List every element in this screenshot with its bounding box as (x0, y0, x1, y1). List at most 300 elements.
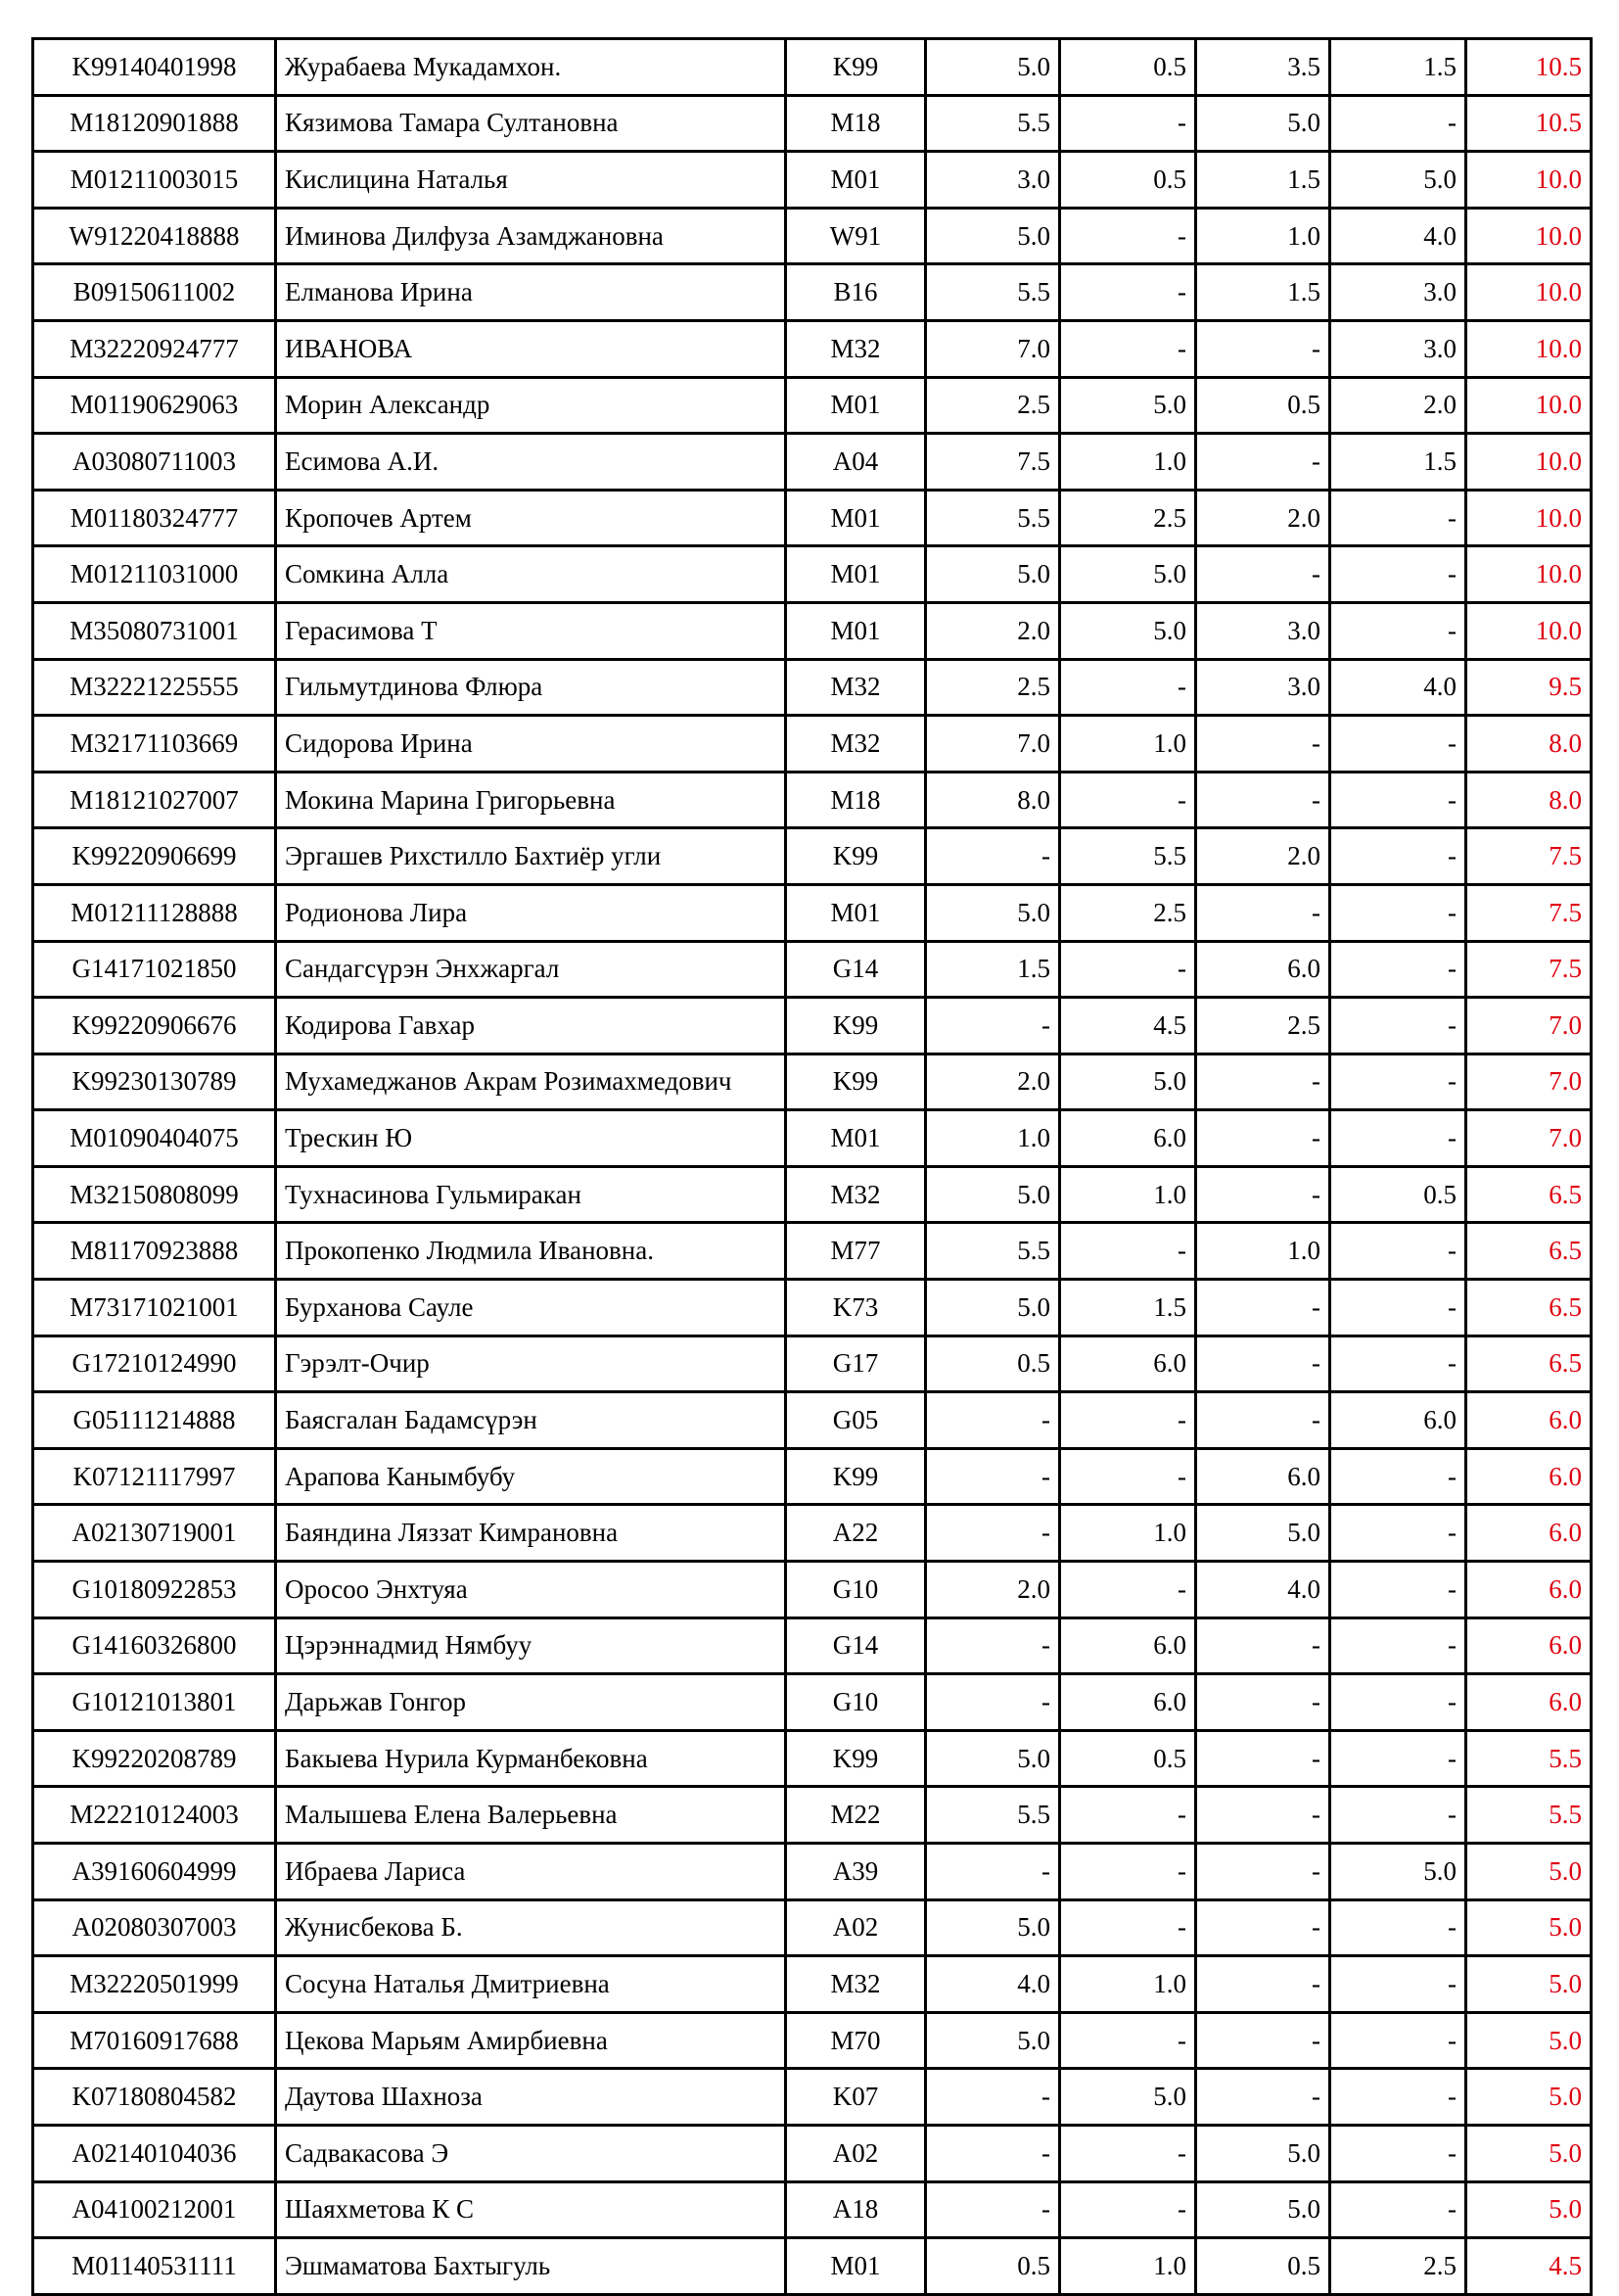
group-code-cell: M18 (786, 772, 926, 828)
participant-name-cell: Эргашев Рихстилло Бахтиёр угли (276, 828, 786, 885)
table-body (33, 39, 1592, 2295)
score-2-cell: - (1060, 1844, 1196, 1900)
score-1-cell: 7.0 (926, 716, 1060, 773)
participant-id-cell: M01190629063 (33, 377, 276, 434)
score-2-cell: 0.5 (1060, 152, 1196, 209)
score-1-cell: 3.0 (926, 152, 1060, 209)
participant-name-cell: Мухамеджанов Акрам Розимахмедович (276, 1054, 786, 1110)
score-3-cell: - (1196, 320, 1330, 377)
group-code-cell: M01 (786, 546, 926, 603)
score-1-cell: 8.0 (926, 772, 1060, 828)
participant-id-cell: A02140104036 (33, 2125, 276, 2181)
total-score-cell: 5.0 (1466, 2012, 1592, 2069)
total-score-cell: 5.0 (1466, 1844, 1592, 1900)
score-3-cell: - (1196, 1617, 1330, 1674)
participant-name-cell: Кислицина Наталья (276, 152, 786, 209)
score-3-cell: 2.5 (1196, 998, 1330, 1054)
score-1-cell: 5.5 (926, 264, 1060, 321)
group-code-cell: M22 (786, 1787, 926, 1844)
score-2-cell: 1.0 (1060, 2238, 1196, 2295)
total-score-cell: 6.5 (1466, 1223, 1592, 1280)
score-3-cell: - (1196, 884, 1330, 941)
group-code-cell: M01 (786, 884, 926, 941)
table-row (33, 490, 1592, 546)
participant-id-cell: M22210124003 (33, 1787, 276, 1844)
participant-name-cell: Сомкина Алла (276, 546, 786, 603)
table-row (33, 659, 1592, 716)
table-row (33, 264, 1592, 321)
score-4-cell: - (1330, 1956, 1466, 2013)
score-4-cell: - (1330, 2069, 1466, 2126)
table-row (33, 1166, 1592, 1223)
group-code-cell: M01 (786, 1110, 926, 1167)
score-2-cell: 6.0 (1060, 1335, 1196, 1392)
score-1-cell: 5.0 (926, 546, 1060, 603)
score-4-cell: - (1330, 772, 1466, 828)
participant-id-cell: K07121117997 (33, 1448, 276, 1505)
group-code-cell: M01 (786, 490, 926, 546)
group-code-cell: M32 (786, 1956, 926, 2013)
score-3-cell: 3.0 (1196, 602, 1330, 659)
score-2-cell: 4.5 (1060, 998, 1196, 1054)
participant-name-cell: Мокина Марина Григорьевна (276, 772, 786, 828)
table-row (33, 941, 1592, 998)
participant-id-cell: G10121013801 (33, 1674, 276, 1731)
total-score-cell: 5.0 (1466, 1899, 1592, 1956)
table-row (33, 152, 1592, 209)
total-score-cell: 10.0 (1466, 320, 1592, 377)
table-row (33, 377, 1592, 434)
score-3-cell: - (1196, 2069, 1330, 2126)
participant-id-cell: K07180804582 (33, 2069, 276, 2126)
score-1-cell: 2.0 (926, 1562, 1060, 1618)
score-4-cell: 4.0 (1330, 659, 1466, 716)
participant-name-cell: Сандагсүрэн Энхжаргал (276, 941, 786, 998)
score-4-cell: 3.0 (1330, 320, 1466, 377)
score-3-cell: 2.0 (1196, 490, 1330, 546)
score-2-cell: 5.0 (1060, 377, 1196, 434)
table-row (33, 1730, 1592, 1787)
participant-id-cell: M01211031000 (33, 546, 276, 603)
group-code-cell: B16 (786, 264, 926, 321)
table-row (33, 602, 1592, 659)
total-score-cell: 6.5 (1466, 1335, 1592, 1392)
score-1-cell: 5.0 (926, 884, 1060, 941)
score-2-cell: - (1060, 264, 1196, 321)
group-code-cell: K99 (786, 828, 926, 885)
group-code-cell: M32 (786, 659, 926, 716)
participant-name-cell: ИВАНОВА (276, 320, 786, 377)
score-1-cell: - (926, 998, 1060, 1054)
score-3-cell: 2.0 (1196, 828, 1330, 885)
participant-name-cell: Баясгалан Бадамсүрэн (276, 1392, 786, 1449)
score-1-cell: 5.5 (926, 95, 1060, 152)
participant-id-cell: A03080711003 (33, 434, 276, 491)
score-1-cell: 5.0 (926, 1280, 1060, 1336)
table-row (33, 716, 1592, 773)
participant-name-cell: Цекова Марьям Амирбиевна (276, 2012, 786, 2069)
score-4-cell: 5.0 (1330, 152, 1466, 209)
participant-name-cell: Баяндина Ляззат Кимрановна (276, 1505, 786, 1562)
total-score-cell: 6.5 (1466, 1280, 1592, 1336)
score-2-cell: 1.5 (1060, 1280, 1196, 1336)
table-row (33, 1054, 1592, 1110)
participant-name-cell: Оросоо Энхтуяа (276, 1562, 786, 1618)
score-3-cell: 5.0 (1196, 1505, 1330, 1562)
score-4-cell: - (1330, 1280, 1466, 1336)
score-2-cell: 1.0 (1060, 1166, 1196, 1223)
group-code-cell: A02 (786, 1899, 926, 1956)
score-2-cell: 0.5 (1060, 39, 1196, 96)
score-1-cell: 5.0 (926, 2012, 1060, 2069)
group-code-cell: K99 (786, 998, 926, 1054)
score-4-cell: 2.5 (1330, 2238, 1466, 2295)
score-3-cell: 5.0 (1196, 2181, 1330, 2238)
score-4-cell: - (1330, 1223, 1466, 1280)
participant-id-cell: G14171021850 (33, 941, 276, 998)
score-4-cell: - (1330, 2181, 1466, 2238)
score-3-cell: 1.5 (1196, 264, 1330, 321)
score-1-cell: 5.0 (926, 1730, 1060, 1787)
group-code-cell: G14 (786, 1617, 926, 1674)
score-1-cell: - (926, 1448, 1060, 1505)
group-code-cell: A18 (786, 2181, 926, 2238)
total-score-cell: 8.0 (1466, 772, 1592, 828)
table-row (33, 1844, 1592, 1900)
participant-name-cell: Ибраева Лариса (276, 1844, 786, 1900)
group-code-cell: W91 (786, 208, 926, 264)
table-row (33, 546, 1592, 603)
total-score-cell: 7.0 (1466, 998, 1592, 1054)
score-2-cell: - (1060, 2181, 1196, 2238)
score-2-cell: - (1060, 1787, 1196, 1844)
score-2-cell: 1.0 (1060, 716, 1196, 773)
total-score-cell: 10.0 (1466, 434, 1592, 491)
score-4-cell: - (1330, 1448, 1466, 1505)
score-4-cell: 1.5 (1330, 39, 1466, 96)
group-code-cell: K99 (786, 1054, 926, 1110)
table-row (33, 208, 1592, 264)
score-3-cell: 1.0 (1196, 208, 1330, 264)
score-2-cell: - (1060, 1899, 1196, 1956)
table-row (33, 828, 1592, 885)
score-2-cell: 5.0 (1060, 602, 1196, 659)
score-4-cell: - (1330, 1110, 1466, 1167)
table-row (33, 2069, 1592, 2126)
score-2-cell: - (1060, 2125, 1196, 2181)
total-score-cell: 6.0 (1466, 1617, 1592, 1674)
score-1-cell: - (926, 2181, 1060, 2238)
score-3-cell: 3.5 (1196, 39, 1330, 96)
table-row (33, 1617, 1592, 1674)
group-code-cell: K99 (786, 39, 926, 96)
table-row (33, 39, 1592, 96)
total-score-cell: 6.0 (1466, 1448, 1592, 1505)
participant-id-cell: M32221225555 (33, 659, 276, 716)
participant-id-cell: B09150611002 (33, 264, 276, 321)
table-row (33, 1787, 1592, 1844)
participant-name-cell: Журабаева Мукадамхон. (276, 39, 786, 96)
score-2-cell: - (1060, 1448, 1196, 1505)
group-code-cell: K73 (786, 1280, 926, 1336)
participant-name-cell: Тухнасинова Гульмиракан (276, 1166, 786, 1223)
score-3-cell: - (1196, 1335, 1330, 1392)
total-score-cell: 7.5 (1466, 941, 1592, 998)
score-3-cell: - (1196, 1730, 1330, 1787)
score-3-cell: - (1196, 772, 1330, 828)
participant-id-cell: M01211003015 (33, 152, 276, 209)
score-1-cell: 1.0 (926, 1110, 1060, 1167)
participant-name-cell: Арапова Канымбубу (276, 1448, 786, 1505)
participant-id-cell: M81170923888 (33, 1223, 276, 1280)
group-code-cell: G17 (786, 1335, 926, 1392)
participant-id-cell: G10180922853 (33, 1562, 276, 1618)
participant-name-cell: Бакыева Нурила Курманбековна (276, 1730, 786, 1787)
participant-id-cell: M35080731001 (33, 602, 276, 659)
total-score-cell: 10.0 (1466, 208, 1592, 264)
participant-id-cell: M01140531111 (33, 2238, 276, 2295)
participant-id-cell: G05111214888 (33, 1392, 276, 1449)
score-1-cell: 5.0 (926, 208, 1060, 264)
score-2-cell: - (1060, 772, 1196, 828)
score-4-cell: - (1330, 546, 1466, 603)
score-4-cell: - (1330, 2125, 1466, 2181)
score-4-cell: - (1330, 828, 1466, 885)
total-score-cell: 5.0 (1466, 1956, 1592, 2013)
participant-id-cell: M70160917688 (33, 2012, 276, 2069)
score-1-cell: - (926, 2069, 1060, 2126)
participant-name-cell: Садвакасова Э (276, 2125, 786, 2181)
participant-id-cell: M01090404075 (33, 1110, 276, 1167)
participant-id-cell: M18121027007 (33, 772, 276, 828)
group-code-cell: G10 (786, 1562, 926, 1618)
participant-name-cell: Бурханова Сауле (276, 1280, 786, 1336)
total-score-cell: 6.0 (1466, 1562, 1592, 1618)
table-row (33, 1448, 1592, 1505)
total-score-cell: 6.0 (1466, 1392, 1592, 1449)
participant-id-cell: K99230130789 (33, 1054, 276, 1110)
score-2-cell: - (1060, 1223, 1196, 1280)
score-1-cell: 0.5 (926, 2238, 1060, 2295)
participant-id-cell: M32220501999 (33, 1956, 276, 2013)
score-3-cell: 4.0 (1196, 1562, 1330, 1618)
score-4-cell: - (1330, 1899, 1466, 1956)
group-code-cell: M77 (786, 1223, 926, 1280)
total-score-cell: 5.0 (1466, 2181, 1592, 2238)
group-code-cell: G14 (786, 941, 926, 998)
score-1-cell: 5.5 (926, 490, 1060, 546)
score-1-cell: - (926, 2125, 1060, 2181)
score-4-cell: 6.0 (1330, 1392, 1466, 1449)
score-3-cell: - (1196, 546, 1330, 603)
participant-id-cell: K99140401998 (33, 39, 276, 96)
total-score-cell: 4.5 (1466, 2238, 1592, 2295)
participant-name-cell: Кязимова Тамара Султановна (276, 95, 786, 152)
score-3-cell: - (1196, 1787, 1330, 1844)
participant-id-cell: K99220906699 (33, 828, 276, 885)
score-1-cell: - (926, 1392, 1060, 1449)
total-score-cell: 5.0 (1466, 2125, 1592, 2181)
table-row (33, 320, 1592, 377)
score-2-cell: - (1060, 95, 1196, 152)
score-3-cell: - (1196, 1166, 1330, 1223)
participant-name-cell: Есимова А.И. (276, 434, 786, 491)
participant-name-cell: Цэрэннадмид Нямбуу (276, 1617, 786, 1674)
participant-id-cell: G14160326800 (33, 1617, 276, 1674)
score-3-cell: - (1196, 1110, 1330, 1167)
participant-name-cell: Кодирова Гавхар (276, 998, 786, 1054)
score-1-cell: 4.0 (926, 1956, 1060, 2013)
total-score-cell: 8.0 (1466, 716, 1592, 773)
group-code-cell: A22 (786, 1505, 926, 1562)
score-3-cell: 1.5 (1196, 152, 1330, 209)
score-1-cell: 1.5 (926, 941, 1060, 998)
score-4-cell: - (1330, 1335, 1466, 1392)
score-3-cell: - (1196, 1844, 1330, 1900)
score-3-cell: 5.0 (1196, 2125, 1330, 2181)
participant-name-cell: Елманова Ирина (276, 264, 786, 321)
participant-id-cell: G17210124990 (33, 1335, 276, 1392)
score-1-cell: - (926, 1674, 1060, 1731)
score-2-cell: 1.0 (1060, 434, 1196, 491)
score-4-cell: - (1330, 490, 1466, 546)
participant-id-cell: A02130719001 (33, 1505, 276, 1562)
group-code-cell: M32 (786, 716, 926, 773)
participant-name-cell: Трескин Ю (276, 1110, 786, 1167)
score-2-cell: 5.0 (1060, 1054, 1196, 1110)
participant-id-cell: K99220906676 (33, 998, 276, 1054)
score-1-cell: - (926, 1617, 1060, 1674)
participant-id-cell: K99220208789 (33, 1730, 276, 1787)
participant-name-cell: Родионова Лира (276, 884, 786, 941)
total-score-cell: 10.0 (1466, 602, 1592, 659)
participant-id-cell: M01211128888 (33, 884, 276, 941)
score-1-cell: - (926, 1844, 1060, 1900)
table-row (33, 1110, 1592, 1167)
score-3-cell: 6.0 (1196, 1448, 1330, 1505)
score-4-cell: - (1330, 716, 1466, 773)
score-2-cell: - (1060, 320, 1196, 377)
score-3-cell: 0.5 (1196, 2238, 1330, 2295)
table-row (33, 772, 1592, 828)
score-1-cell: 2.0 (926, 602, 1060, 659)
group-code-cell: M18 (786, 95, 926, 152)
group-code-cell: A04 (786, 434, 926, 491)
score-2-cell: 1.0 (1060, 1505, 1196, 1562)
participant-name-cell: Морин Александр (276, 377, 786, 434)
table-row (33, 434, 1592, 491)
participant-id-cell: M32150808099 (33, 1166, 276, 1223)
score-4-cell: 3.0 (1330, 264, 1466, 321)
score-3-cell: 3.0 (1196, 659, 1330, 716)
score-1-cell: 7.0 (926, 320, 1060, 377)
group-code-cell: K07 (786, 2069, 926, 2126)
total-score-cell: 10.5 (1466, 95, 1592, 152)
table-row (33, 2238, 1592, 2295)
score-2-cell: 0.5 (1060, 1730, 1196, 1787)
participant-name-cell: Иминова Дилфуза Азамджановна (276, 208, 786, 264)
score-1-cell: - (926, 1505, 1060, 1562)
total-score-cell: 7.0 (1466, 1054, 1592, 1110)
participant-name-cell: Шаяхметова К С (276, 2181, 786, 2238)
group-code-cell: K99 (786, 1448, 926, 1505)
total-score-cell: 10.0 (1466, 377, 1592, 434)
group-code-cell: G05 (786, 1392, 926, 1449)
participant-id-cell: M32220924777 (33, 320, 276, 377)
participant-id-cell: A02080307003 (33, 1899, 276, 1956)
group-code-cell: M70 (786, 2012, 926, 2069)
score-2-cell: 5.0 (1060, 2069, 1196, 2126)
score-4-cell: - (1330, 1054, 1466, 1110)
participant-name-cell: Сидорова Ирина (276, 716, 786, 773)
group-code-cell: M32 (786, 320, 926, 377)
participant-id-cell: M73171021001 (33, 1280, 276, 1336)
score-2-cell: - (1060, 1392, 1196, 1449)
group-code-cell: M32 (786, 1166, 926, 1223)
total-score-cell: 7.5 (1466, 828, 1592, 885)
score-4-cell: 1.5 (1330, 434, 1466, 491)
score-1-cell: - (926, 828, 1060, 885)
participant-id-cell: M18120901888 (33, 95, 276, 152)
total-score-cell: 7.0 (1466, 1110, 1592, 1167)
participant-name-cell: Дарьжав Гонгор (276, 1674, 786, 1731)
total-score-cell: 6.0 (1466, 1505, 1592, 1562)
score-1-cell: 5.0 (926, 39, 1060, 96)
score-4-cell: 5.0 (1330, 1844, 1466, 1900)
group-code-cell: A39 (786, 1844, 926, 1900)
score-4-cell: - (1330, 602, 1466, 659)
score-4-cell: - (1330, 998, 1466, 1054)
score-4-cell: - (1330, 941, 1466, 998)
table-row (33, 998, 1592, 1054)
participant-name-cell: Гильмутдинова Флюра (276, 659, 786, 716)
score-1-cell: 5.5 (926, 1787, 1060, 1844)
score-2-cell: - (1060, 1562, 1196, 1618)
table-row (33, 2012, 1592, 2069)
group-code-cell: M01 (786, 2238, 926, 2295)
participant-name-cell: Прокопенко Людмила Ивановна. (276, 1223, 786, 1280)
group-code-cell: A02 (786, 2125, 926, 2181)
total-score-cell: 5.5 (1466, 1787, 1592, 1844)
score-4-cell: - (1330, 1505, 1466, 1562)
table-row (33, 2125, 1592, 2181)
participant-name-cell: Даутова Шахноза (276, 2069, 786, 2126)
score-3-cell: 5.0 (1196, 95, 1330, 152)
score-3-cell: - (1196, 1674, 1330, 1731)
table-row (33, 1674, 1592, 1731)
table-row (33, 884, 1592, 941)
score-4-cell: - (1330, 1730, 1466, 1787)
score-1-cell: 5.0 (926, 1166, 1060, 1223)
total-score-cell: 6.0 (1466, 1674, 1592, 1731)
participant-id-cell: W91220418888 (33, 208, 276, 264)
score-4-cell: - (1330, 2012, 1466, 2069)
score-1-cell: 2.0 (926, 1054, 1060, 1110)
score-4-cell: 4.0 (1330, 208, 1466, 264)
participant-name-cell: Жунисбекова Б. (276, 1899, 786, 1956)
score-3-cell: - (1196, 1899, 1330, 1956)
score-2-cell: 6.0 (1060, 1617, 1196, 1674)
score-1-cell: 5.5 (926, 1223, 1060, 1280)
total-score-cell: 10.5 (1466, 39, 1592, 96)
total-score-cell: 5.0 (1466, 2069, 1592, 2126)
score-2-cell: 5.5 (1060, 828, 1196, 885)
table-row (33, 1223, 1592, 1280)
score-2-cell: 1.0 (1060, 1956, 1196, 2013)
total-score-cell: 10.0 (1466, 264, 1592, 321)
score-4-cell: - (1330, 1617, 1466, 1674)
results-table (31, 37, 1593, 2296)
